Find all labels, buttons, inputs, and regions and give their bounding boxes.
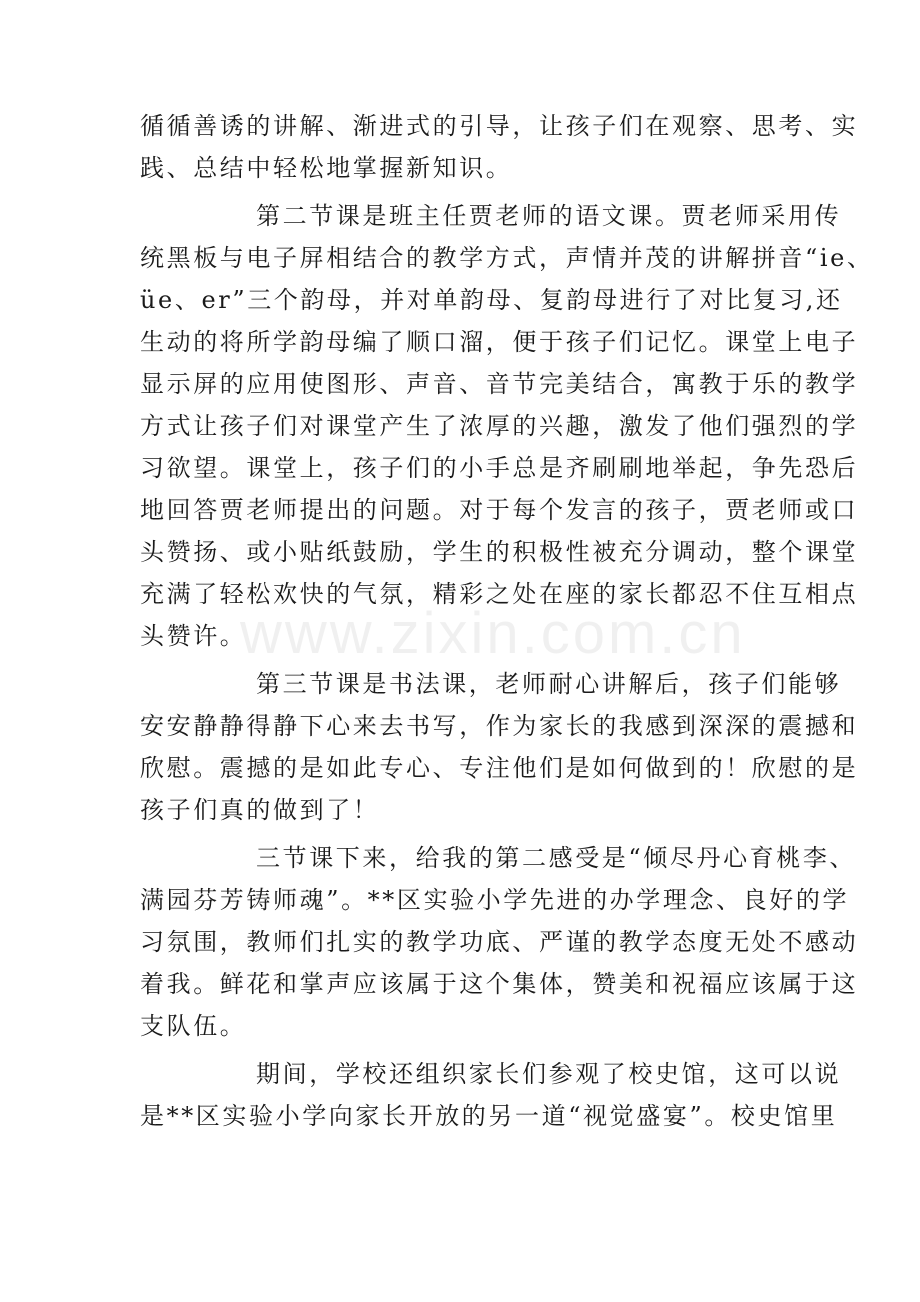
text-line: 是**区实验小学向家长开放的另一道“视觉盛宴”。校史馆里 <box>140 1102 838 1130</box>
text-line: 头赞许。 <box>140 622 247 650</box>
text-line: 统黑板与电子屏相结合的教学方式，声情并茂的讲解拼音“ie、 <box>140 244 874 272</box>
text-line: 着我。鲜花和掌声应该属于这个集体，赞美和祝福应该属于这 <box>140 970 859 998</box>
text-line: 安安静静得静下心来去书写，作为家长的我感到深深的震撼和 <box>140 712 859 740</box>
text-line: 支队伍。 <box>140 1012 247 1040</box>
text-line: üe、er”三个韵母，并对单韵母、复韵母进行了对比复习,还 <box>140 286 843 314</box>
text-line: 习氛围，教师们扎实的教学功底、严谨的教学态度无处不感动 <box>140 928 859 956</box>
text-line: 方式让孩子们对课堂产生了浓厚的兴趣，激发了他们强烈的学 <box>140 412 859 440</box>
text-line: 习欲望。课堂上，孩子们的小手总是齐刷刷地举起，争先恐后 <box>140 454 859 482</box>
text-line: 欣慰。震撼的是如此专心、专注他们是如何做到的！欣慰的是 <box>140 754 859 782</box>
text-line: 生动的将所学韵母编了顺口溜，便于孩子们记忆。课堂上电子 <box>140 328 859 356</box>
text-line: 满园芬芳铸师魂”。**区实验小学先进的办学理念、良好的学 <box>140 886 850 914</box>
text-line: 践、总结中轻松地掌握新知识。 <box>140 154 513 182</box>
text-line: 孩子们真的做到了！ <box>140 796 380 824</box>
paragraph-first-line: 第三节课是书法课，老师耐心讲解后，孩子们能够 <box>256 670 842 698</box>
text-line: 循循善诱的讲解、渐进式的引导，让孩子们在观察、思考、实 <box>140 112 859 140</box>
paragraph-first-line: 期间，学校还组织家长们参观了校史馆，这可以说 <box>256 1060 842 1088</box>
paragraph-first-line: 第二节课是班主任贾老师的语文课。贾老师采用传 <box>256 202 842 230</box>
watermark: www.zixin.com.cn <box>240 601 746 666</box>
text-line: 显示屏的应用使图形、声音、音节完美结合，寓教于乐的教学 <box>140 370 859 398</box>
text-line: 地回答贾老师提出的问题。对于每个发言的孩子，贾老师或口 <box>140 496 859 524</box>
paragraph-first-line: 三节课下来，给我的第二感受是“倾尽丹心育桃李、 <box>256 844 857 872</box>
text-line: 充满了轻松欢快的气氛，精彩之处在座的家长都忍不住互相点 <box>140 580 859 608</box>
text-line: 头赞扬、或小贴纸鼓励，学生的积极性被充分调动，整个课堂 <box>140 538 859 566</box>
